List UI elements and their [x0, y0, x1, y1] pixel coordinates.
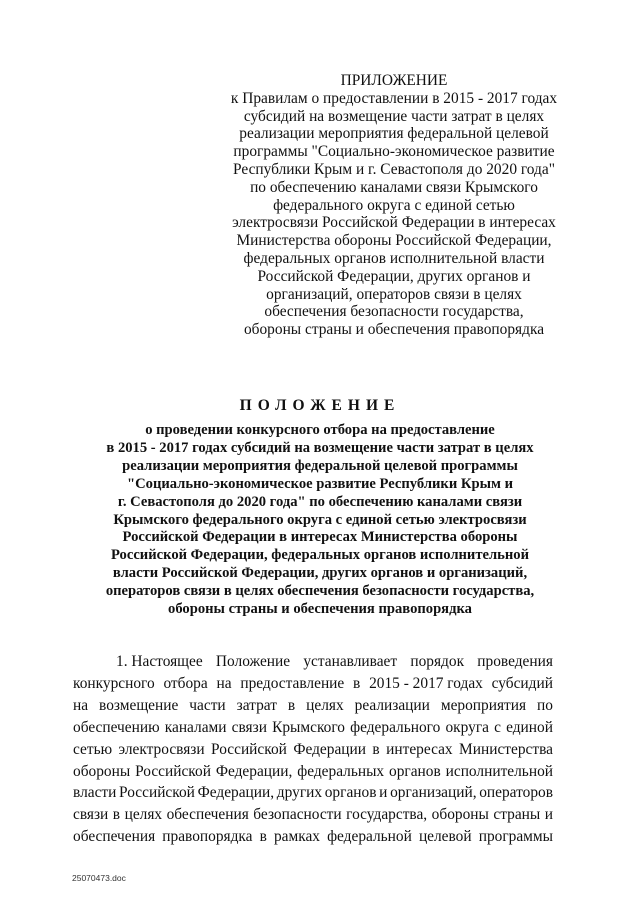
appendix-line: к Правилам о предоставлении в 2015 - 2017 годах: [230, 89, 558, 107]
body-word: Федерации,: [197, 784, 275, 802]
body-word: безопасности: [253, 806, 342, 824]
body-word: реализации: [354, 696, 430, 714]
body-line: [73, 826, 553, 848]
body-word: целях: [306, 696, 344, 714]
body-word: целях: [124, 806, 163, 824]
appendix-line: федеральных органов исполнительной власти: [243, 249, 545, 267]
body-word: с: [494, 718, 501, 736]
body-word: рамках: [273, 828, 320, 846]
body-word: федеральной: [327, 828, 412, 846]
subtitle-line: операторов связи в целях обеспечения безопасности государства,: [105, 583, 535, 600]
body-word: операторов: [479, 784, 553, 802]
body-word: проведения: [477, 653, 553, 670]
body-word: органов: [389, 762, 441, 780]
body-word: в: [353, 674, 361, 692]
appendix-line: Министерства обороны Российской Федерации,: [236, 232, 552, 250]
body-word: обороны: [431, 806, 489, 824]
body-word: Российской: [119, 784, 195, 802]
appendix-line: программы "Социально-экономическое развитие: [233, 143, 555, 161]
body-word: связи: [73, 806, 109, 824]
appendix-line: электросвязи Российской Федерации в интересах: [232, 214, 556, 232]
body-word: организаций,: [390, 784, 477, 802]
body-word: программы: [478, 828, 553, 846]
body-word: по: [537, 696, 553, 714]
body-word: возмещение: [99, 696, 179, 714]
body-word: части: [189, 696, 226, 714]
body-word: единой: [506, 718, 553, 736]
body-word: и: [379, 784, 388, 802]
body-word: сетью: [73, 740, 113, 758]
body-word: округа: [445, 718, 489, 736]
appendix-line: обороны страны и обеспечения правопорядка: [243, 321, 545, 339]
body-word: на: [73, 696, 89, 714]
body-word: порядок: [410, 653, 465, 670]
body-word: обеспечения: [166, 806, 249, 824]
subtitle-line: власти Российской Федерации, других органов и организаций,: [112, 565, 528, 582]
subtitle-line: в 2015 - 2017 годах субсидий на возмещение части затрат в целях: [106, 439, 534, 456]
body-word: субсидий: [491, 674, 553, 692]
body-word: и: [544, 806, 553, 824]
appendix-line: организаций, операторов связи в целях: [266, 285, 522, 303]
body-word: исполнительной: [445, 762, 553, 780]
body-word: обороны: [73, 762, 131, 780]
body-word: правопорядка: [162, 828, 253, 846]
body-word: власти: [73, 784, 117, 802]
body-word: электросвязи: [118, 740, 205, 758]
body-word: Федерации: [293, 740, 366, 758]
body-word: Российской: [211, 740, 287, 758]
body-word: Российской: [135, 762, 211, 780]
appendix-line: реализации мероприятия федеральной целевой: [239, 125, 549, 143]
body-word: в: [112, 806, 121, 824]
document-title: ПОЛОЖЕНИЕ: [239, 397, 401, 414]
body-word: других: [276, 784, 323, 802]
body-word: интересах: [386, 740, 453, 758]
body-word: страны: [493, 806, 541, 824]
body-word: обеспечению: [73, 718, 160, 736]
appendix-block: [218, 72, 570, 339]
body-word: каналами: [164, 718, 227, 736]
appendix-heading: ПРИЛОЖЕНИЕ: [340, 72, 448, 89]
body-line: [73, 651, 553, 673]
subtitle-line: "Социально-экономическое развитие Республики Крым и: [127, 475, 513, 492]
body-word: в: [287, 696, 296, 714]
body-word: на: [216, 674, 232, 692]
body-word: конкурсного: [73, 674, 155, 692]
body-line: [73, 761, 553, 783]
body-word: в: [259, 828, 267, 846]
appendix-line: Республики Крым и г. Севастополя до 2020 года": [233, 160, 555, 178]
body-word: Министерства: [459, 740, 553, 758]
appendix-line: Российской Федерации, других органов и: [257, 267, 531, 285]
body-line: [73, 695, 553, 717]
subtitle-line: обороны страны и обеспечения правопорядка: [168, 601, 472, 618]
appendix-line: обеспечения безопасности государства,: [264, 303, 524, 321]
body-line: [73, 717, 553, 739]
body-word: государства,: [346, 806, 428, 824]
subtitle-line: г. Севастополя до 2020 года" по обеспечению каналами связи: [117, 493, 523, 510]
body-line: [73, 739, 553, 761]
body-paragraph: [73, 651, 553, 848]
footer-file-name: 25070473.doc: [72, 873, 126, 883]
body-word: целевой: [418, 828, 472, 846]
body-word: предоставление: [240, 674, 345, 692]
subtitle-line: Крымского федерального округа с единой сетью электросвязи: [113, 511, 527, 528]
subtitle-line: о проведении конкурсного отбора на предоставление: [145, 422, 495, 438]
body-word: затрат: [236, 696, 277, 714]
body-word: органов: [324, 784, 377, 802]
body-word: отбора: [163, 674, 208, 692]
appendix-line: субсидий на возмещение части затрат в целях: [243, 107, 545, 125]
body-word: в: [372, 740, 380, 758]
body-word: Положение: [215, 653, 291, 670]
body-word: устанавливает: [303, 653, 398, 670]
appendix-line: по обеспечению каналами связи Крымского: [250, 178, 538, 196]
body-line: [73, 673, 553, 695]
body-word: обеспечения: [73, 828, 156, 846]
subtitle-line: Российской Федерации, федеральных органов исполнительной: [111, 547, 529, 564]
body-word: Федерации,: [215, 762, 293, 780]
body-word: Крымского: [272, 718, 345, 736]
body-line: [73, 782, 553, 804]
body-word: федерального: [350, 718, 441, 736]
appendix-line: федерального округа с единой сетью: [273, 196, 515, 214]
body-line: [73, 804, 553, 826]
body-word: мероприятия: [440, 696, 527, 714]
subtitle-line: реализации мероприятия федеральной целевой программы: [122, 457, 518, 474]
document-subtitle: [60, 422, 580, 619]
body-word: федеральных: [297, 762, 385, 780]
body-word: 2015 - 2017 годах: [369, 674, 483, 692]
subtitle-line: Российской Федерации в интересах Министерства обороны: [122, 529, 518, 546]
body-word: 1. Настоящее: [116, 653, 203, 670]
body-word: связи: [231, 718, 267, 736]
